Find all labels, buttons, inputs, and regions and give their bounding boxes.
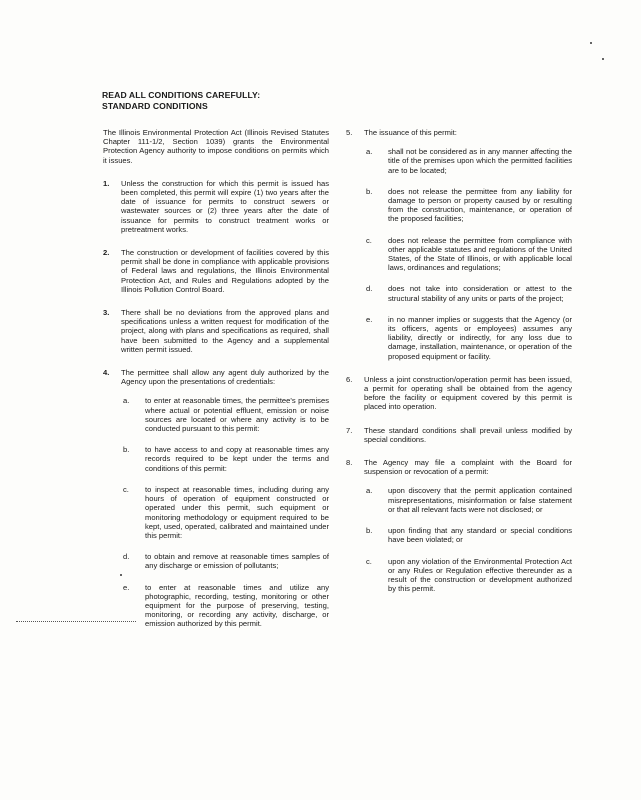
sub-item-letter: d. [366, 284, 373, 294]
condition-text: The permittee shall allow any agent duly authorized by the Agency upon the presentations of credentials: [121, 368, 329, 387]
sub-item-text: to enter at reasonable times, the permittee's premises where actual or potential effluent, emission or noise sources are located or where any activity is to be conducted pursuant to this permit: [145, 396, 329, 434]
heading-standard-conditions: STANDARD CONDITIONS [102, 101, 208, 111]
sub-item-letter: e. [123, 582, 130, 592]
condition-text: The construction or development of facilities covered by this permit shall be done in compliance with applicable provisions of Federal laws and regulations, the Illinois Environmental Protection Act, and Rules and Regulations adopted by the Illinois Pollution Control Board. [121, 248, 329, 294]
sub-item-letter: a. [366, 486, 373, 496]
condition-number: 6. [346, 374, 353, 384]
sub-item-text: to obtain and remove at reasonable times samples of any discharge or emission of pollutants; [145, 552, 329, 571]
sub-item-text: in no manner implies or suggests that the Agency (or its officers, agents or employees) assumes any liability, directly or indirectly, for any loss due to damage, installation, maintenance, or operation of the proposed equipment or facility. [388, 314, 572, 361]
condition-5 [346, 128, 572, 137]
sub-item-c [346, 236, 572, 273]
sub-item-text: to have access to and copy at reasonable times any records required to be kept under the terms and conditions of this permit: [145, 445, 329, 473]
sub-item-e [103, 583, 329, 629]
condition-3 [103, 308, 329, 354]
sub-item-a [103, 396, 329, 433]
sub-item-a [346, 147, 572, 175]
condition-4-subitems [103, 396, 329, 628]
sub-item-text: upon discovery that the permit application contained misrepresentations, misinformation or false statement or that all relevant facts were not disclosed; or [388, 486, 572, 514]
sub-item-d [346, 284, 572, 302]
sub-item-c [346, 557, 572, 594]
sub-item-letter: d. [123, 552, 130, 562]
right-column [346, 128, 572, 605]
heading-read-all: READ ALL CONDITIONS CAREFULLY: [102, 90, 261, 100]
condition-1 [103, 179, 329, 234]
sub-item-letter: b. [123, 445, 130, 455]
sub-item-c [103, 485, 329, 540]
sub-item-text: upon any violation of the Environmental Protection Act or any Rules or Regulation effective thereunder as a result of the construction or development authorized by this permit. [388, 556, 572, 594]
condition-number: 4. [103, 368, 110, 378]
condition-8-subitems [346, 486, 572, 593]
sub-item-e [346, 315, 572, 361]
condition-5-subitems [346, 147, 572, 361]
sub-item-text: does not release the permittee from any liability for damage to person or property caused by or resulting from the construction, maintenance, or operation of the proposed facilities; [388, 186, 572, 224]
sub-item-b [346, 526, 572, 544]
condition-number: 8. [346, 458, 353, 468]
condition-4 [103, 368, 329, 386]
sub-item-letter: c. [366, 235, 372, 245]
scan-speck [602, 58, 604, 60]
sub-item-text: upon finding that any standard or special conditions have been violated; or [388, 526, 572, 545]
condition-number: 3. [103, 308, 110, 318]
condition-number: 1. [103, 178, 110, 188]
condition-number: 5. [346, 128, 353, 137]
scan-speck [590, 42, 592, 44]
condition-text: The Agency may file a complaint with the Board for suspension or revocation of a permit: [364, 458, 572, 477]
sub-item-letter: a. [366, 147, 373, 157]
sub-item-text: shall not be considered as in any manner affecting the title of the premises upon which the permitted facilities are to be located; [388, 147, 572, 175]
sub-item-letter: b. [366, 186, 373, 196]
left-column [103, 128, 329, 641]
sub-item-text: does not take into consideration or attest to the structural stability of any units or parts of the project; [388, 284, 572, 303]
condition-text: The issuance of this permit: [364, 128, 457, 137]
scan-speck [120, 574, 122, 576]
sub-item-a [346, 486, 572, 514]
sub-item-letter: c. [123, 484, 129, 494]
intro-paragraph: The Illinois Environmental Protection Act (Illinois Revised Statutes Chapter 111-1/2, Section 1039) grants the Environmental Protection Agency authority to impose conditions on permits which it issues. [103, 128, 329, 165]
sub-item-text: does not release the permittee from compliance with other applicable statutes and regulations of the United States, of the State of Illinois, or with applicable local laws, ordinances and regulations; [388, 235, 572, 273]
condition-text: Unless a joint construction/operation permit has been issued, a permit for operating shall be obtained from the agency before the facility or equipment covered by this permit is placed into operation. [364, 374, 572, 412]
document-heading [102, 90, 362, 112]
sub-item-letter: c. [366, 556, 372, 566]
condition-8 [346, 458, 572, 476]
sub-item-text: to inspect at reasonable times, including during any hours of operation of equipment constructed or operated under this permit, such equipment or monitoring methodology or equipment required to be kept, used, operated, calibrated and maintained under this permit: [145, 484, 329, 540]
condition-6 [346, 375, 572, 412]
sub-item-letter: a. [123, 396, 130, 406]
sub-item-d [103, 552, 329, 570]
condition-7 [346, 426, 572, 444]
condition-text: Unless the construction for which this permit is issued has been completed, this permit will expire (1) two years after the date of issuance for permits to construct sewers or wastewater sources or (2) three years after the date of issuance for permits to construct treatment works or pretreatment works. [121, 178, 329, 234]
sub-item-b [346, 187, 572, 224]
condition-text: These standard conditions shall prevail unless modified by special conditions. [364, 425, 572, 444]
condition-text: There shall be no deviations from the approved plans and specifications unless a written request for modification of the project, along with plans and specifications as required, shall have been submitted to the Agency and a supplemental written permit issued. [121, 308, 329, 354]
condition-number: 2. [103, 248, 110, 258]
condition-number: 7. [346, 425, 353, 435]
sub-item-letter: e. [366, 314, 373, 324]
condition-2 [103, 248, 329, 294]
scan-artifact-dotted-line [16, 621, 136, 622]
sub-item-letter: b. [366, 526, 373, 536]
sub-item-b [103, 445, 329, 473]
sub-item-text: to enter at reasonable times and utilize any photographic, recording, testing, monitoring or other equipment for the purpose of preserving, testing, monitoring, or recording any activity, discharge, or emission authorized by this permit. [145, 582, 329, 629]
